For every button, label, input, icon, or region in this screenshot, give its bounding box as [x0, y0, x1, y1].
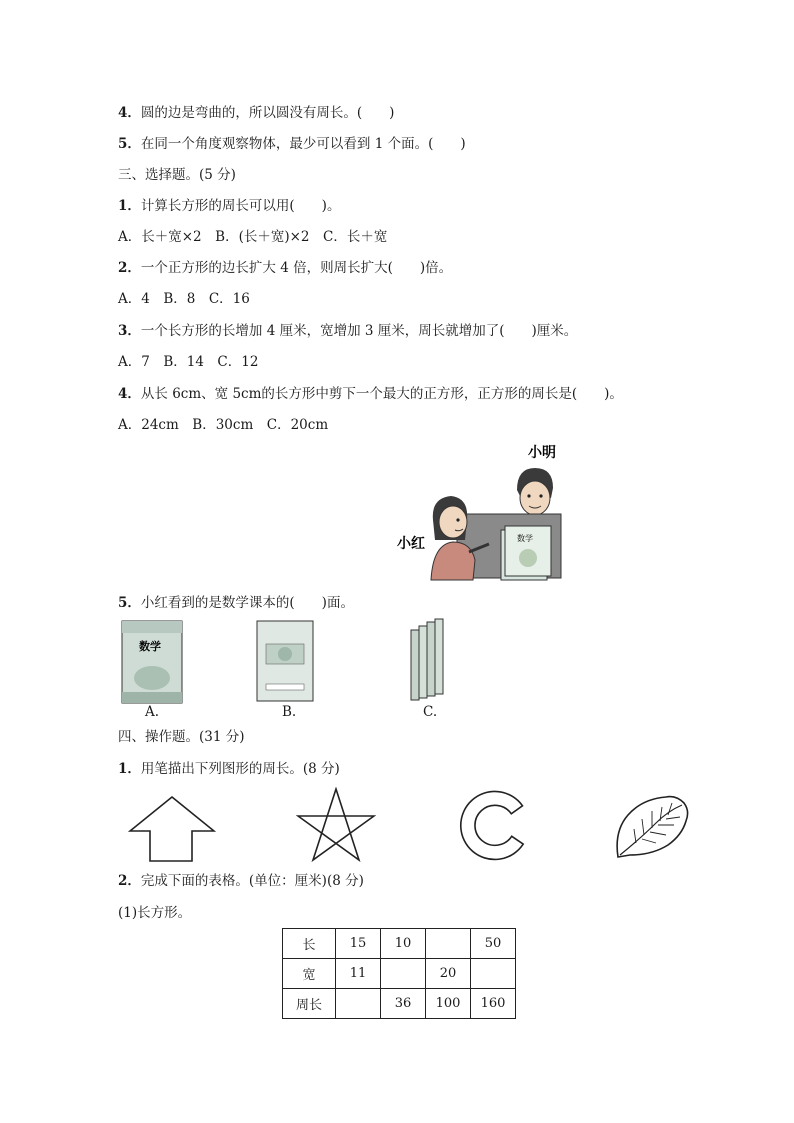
choice-q3: [118, 322, 577, 340]
sub-question-rectangle: (1)长方形。: [118, 905, 192, 921]
judge-q5: [118, 135, 466, 153]
table-cell: 50: [471, 929, 516, 959]
arrow-house-shape: [128, 795, 216, 863]
table-cell: 10: [381, 929, 426, 959]
rectangle-table: [282, 928, 516, 1019]
section-heading-choice: 三、选择题。(5 分): [118, 167, 236, 183]
question-text: 一个长方形的长增加 4 厘米，宽增加 3 厘米，周长就增加了( )厘米。: [140, 323, 578, 339]
table-cell: [381, 959, 426, 989]
row-header: 周长: [283, 989, 336, 1019]
judge-q4: [118, 104, 394, 122]
question-number: 3．: [118, 323, 141, 339]
question-text: 用笔描出下列图形的周长。(8 分): [140, 761, 340, 777]
question-text: 完成下面的表格。(单位：厘米)(8 分): [140, 873, 364, 889]
question-text: 计算长方形的周长可以用( )。: [140, 198, 341, 214]
question-text: 圆的边是弯曲的，所以圆没有周长。( ): [140, 105, 395, 121]
book-title: 数学: [517, 534, 533, 543]
choice-q2: [118, 259, 452, 277]
option-label-b: B.: [282, 704, 297, 720]
row-header: 长: [283, 929, 336, 959]
question-number: 1．: [118, 198, 141, 214]
question-number: 5．: [118, 595, 141, 611]
table-row: [283, 989, 516, 1019]
scene-illustration: [395, 440, 570, 585]
choice-q2-options: A．4 B．8 C．16: [118, 291, 250, 307]
table-cell: 11: [336, 959, 381, 989]
question-number: 2．: [118, 873, 141, 889]
book-option-b-back: [256, 620, 314, 702]
question-number: 1．: [118, 761, 141, 777]
question-text: 一个正方形的边长扩大 4 倍，则周长扩大( )倍。: [140, 260, 453, 276]
table-cell: [471, 959, 516, 989]
operate-q1: [118, 760, 340, 778]
star-shape: [296, 787, 376, 863]
book-stack: [501, 526, 551, 580]
table-cell: [336, 989, 381, 1019]
operate-q2: [118, 872, 364, 890]
question-text: 在同一个角度观察物体，最少可以看到 1 个面。( ): [140, 136, 466, 152]
book-option-c-spine: [408, 618, 446, 704]
choice-q4-options: A．24cm B．30cm C．20cm: [118, 417, 329, 433]
table-cell: 36: [381, 989, 426, 1019]
table-row: [283, 929, 516, 959]
letter-c-shape: [455, 788, 533, 864]
question-number: 5．: [118, 136, 141, 152]
section-heading-operate: 四、操作题。(31 分): [118, 729, 245, 745]
table-cell: 20: [426, 959, 471, 989]
row-header: 宽: [283, 959, 336, 989]
table-cell: 15: [336, 929, 381, 959]
table-cell: 160: [471, 989, 516, 1019]
choice-q1-options: A．长＋宽×2 B．(长＋宽)×2 C．长＋宽: [118, 229, 388, 245]
question-number: 4．: [118, 386, 141, 402]
name-xiaoming: 小明: [528, 445, 556, 461]
leaf-shape: [612, 793, 692, 861]
table-cell: [426, 929, 471, 959]
name-xiaohong: 小红: [397, 536, 425, 552]
table-row: [283, 959, 516, 989]
book-title: 数学: [139, 640, 161, 653]
choice-q4: [118, 385, 623, 403]
question-number: 4．: [118, 105, 141, 121]
question-number: 2．: [118, 260, 141, 276]
choice-q5: [118, 594, 354, 612]
question-text: 从长 6cm、宽 5cm的长方形中剪下一个最大的正方形，正方形的周长是( )。: [140, 386, 623, 402]
choice-q1: [118, 197, 340, 215]
table-cell: 100: [426, 989, 471, 1019]
question-text: 小红看到的是数学课本的( )面。: [140, 595, 354, 611]
option-label-a: A.: [145, 704, 160, 720]
book-option-a-front: [121, 620, 183, 704]
choice-q3-options: A．7 B．14 C．12: [118, 354, 259, 370]
option-label-c: C.: [423, 704, 438, 720]
